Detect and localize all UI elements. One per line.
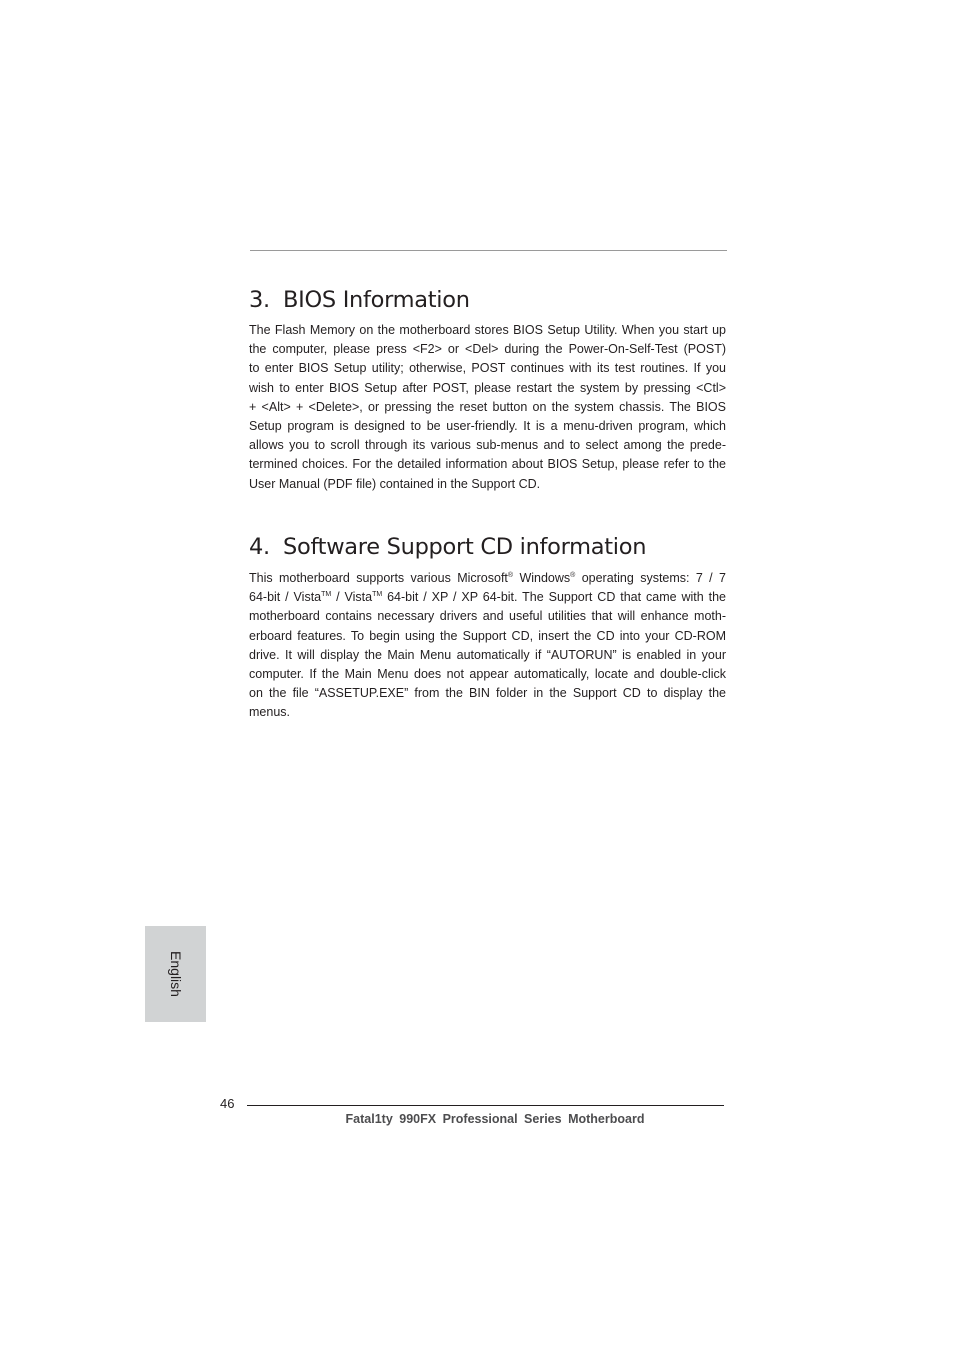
text-line: allows you to scroll through its various sub-menus and to select among the prede-	[249, 438, 726, 453]
text-line	[249, 588, 726, 607]
text-fragment: 64-bit / Vista	[249, 590, 322, 605]
bios-paragraph	[249, 321, 726, 494]
registered-mark: ®	[507, 572, 514, 579]
text-line: wish to enter BIOS Setup after POST, please restart the system by pressing <Ctl>	[249, 380, 726, 395]
text-fragment: / Vista	[331, 590, 373, 605]
text-fragment: 64-bit / XP / XP 64-bit. The Support CD that came with the	[382, 590, 727, 605]
text-line: termined choices. For the detailed information about BIOS Setup, please refer to the	[249, 457, 726, 472]
section-number: 4.	[249, 534, 270, 560]
section-title: BIOS Information	[283, 287, 470, 313]
text-line: on the file “ASSETUP.EXE” from the BIN folder in the Support CD to display the	[249, 686, 726, 701]
text-line: Setup program is designed to be user-friendly. It is a menu-driven program, which	[249, 419, 726, 434]
section-title: Software Support CD information	[283, 534, 647, 560]
top-divider	[250, 250, 727, 251]
text-line: User Manual (PDF file) contained in the Support CD.	[249, 476, 541, 491]
language-side-tab	[145, 926, 206, 1022]
text-line: erboard features. To begin using the Support CD, insert the CD into your CD-ROM	[249, 628, 726, 643]
text-line: the computer, please press <F2> or <Del> during the Power-On-Self-Test (POST)	[249, 342, 726, 357]
text-fragment: This motherboard supports various Microsoft	[249, 571, 508, 585]
trademark-mark: TM	[372, 591, 383, 599]
text-line: to enter BIOS Setup utility; otherwise, POST continues with its test routines. If you	[249, 361, 726, 376]
section-heading-software	[249, 534, 646, 560]
text-line: The Flash Memory on the motherboard stores BIOS Setup Utility. When you start up	[249, 323, 726, 337]
footer-product-title: Fatal1ty 990FX Professional Series Motherboard	[345, 1112, 645, 1126]
section-number: 3.	[249, 287, 270, 313]
text-fragment: Windows	[513, 571, 571, 585]
text-line: motherboard contains necessary drivers and useful utilities that will enhance moth-	[249, 609, 726, 624]
language-label: English	[167, 951, 184, 997]
text-line: menus.	[249, 705, 290, 720]
software-paragraph	[249, 569, 726, 723]
text-fragment: operating systems: 7 / 7	[575, 571, 726, 585]
text-line: + <Alt> + <Delete>, or pressing the reset button on the system chassis. The BIOS	[249, 399, 726, 414]
footer-divider	[247, 1105, 724, 1106]
text-line	[249, 569, 726, 588]
page-number: 46	[220, 1096, 235, 1111]
trademark-mark: TM	[321, 591, 332, 599]
registered-mark: ®	[570, 572, 576, 579]
text-line: drive. It will display the Main Menu automatically if “AUTORUN” is enabled in your	[249, 647, 726, 662]
text-line: computer. If the Main Menu does not appear automatically, locate and double-click	[249, 667, 726, 682]
section-heading-bios	[249, 287, 470, 313]
